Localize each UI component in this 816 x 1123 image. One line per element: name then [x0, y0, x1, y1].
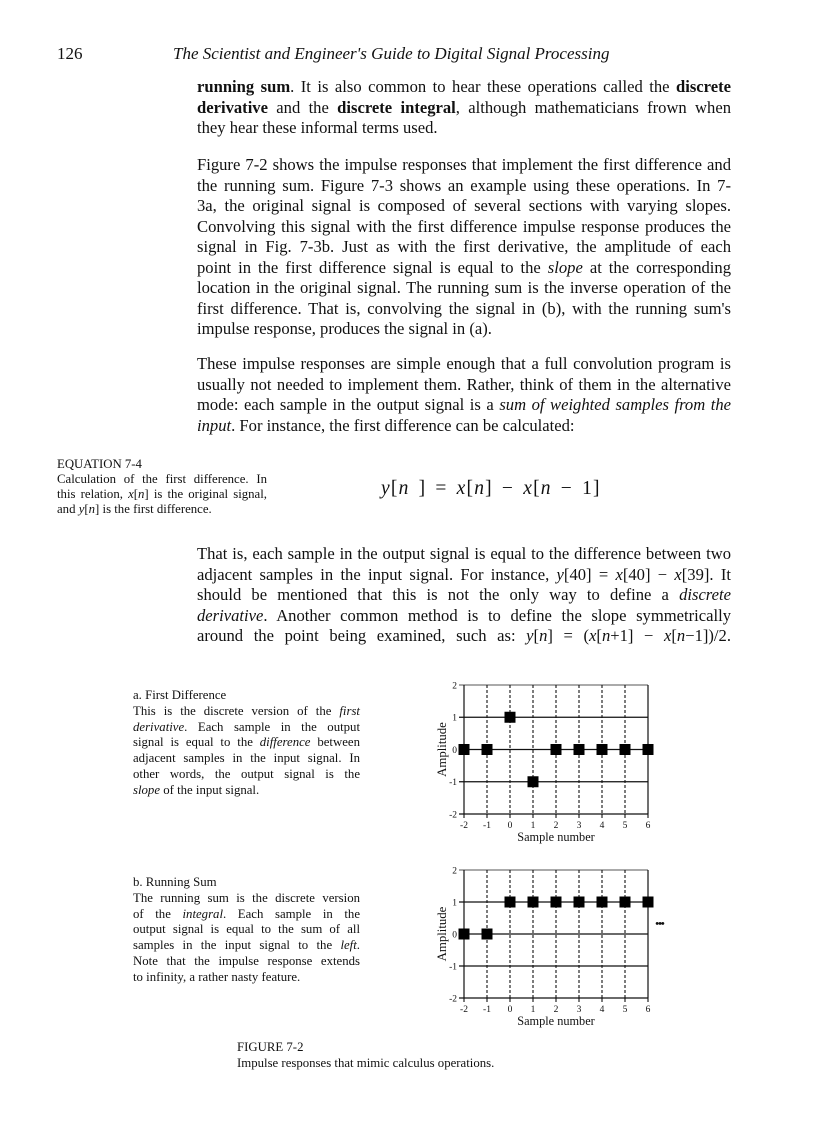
text-run: the running sum. Figure 7-3 shows an example using these operations. In 7- [197, 175, 731, 195]
italic-term: input [197, 415, 232, 435]
data-point-marker [574, 897, 585, 908]
text-line [197, 258, 731, 279]
text-line [197, 395, 731, 416]
data-point-marker [528, 897, 539, 908]
x-tick-label: 1 [530, 1005, 536, 1015]
equation-label: EQUATION 7-4 [57, 457, 142, 471]
y-tick-label: 0 [452, 930, 457, 941]
text-run: +1] − [610, 626, 665, 645]
bold-term: discrete integral [337, 97, 456, 117]
italic-term: n [676, 626, 686, 645]
text-run: [ [596, 626, 602, 645]
y-tick-label: 0 [452, 745, 457, 756]
figure-label: FIGURE 7-2 [237, 1040, 304, 1054]
text-line [197, 98, 731, 119]
text-line [133, 751, 360, 767]
x-tick-label: -2 [460, 1005, 468, 1015]
text-run: [39]. It [681, 564, 731, 584]
y-axis-label: Amplitude [435, 722, 449, 777]
x-tick-label: -1 [483, 1005, 491, 1015]
text-run: they hear these informal terms used. [197, 118, 438, 137]
continuation-ellipsis: ••• [655, 917, 664, 930]
data-point-marker [597, 897, 608, 908]
italic-term: x [589, 626, 597, 645]
text-line [197, 77, 731, 98]
text-run: . Each sample in the output [184, 719, 360, 734]
text-line [197, 118, 731, 139]
text-run: usually not needed to implement them. Rather, think of them in the alternative [197, 374, 731, 394]
bold-term: derivative [197, 97, 268, 117]
text-line [133, 783, 360, 799]
equation-formula [381, 477, 601, 501]
text-run: output signal is equal to the sum of all [133, 922, 360, 937]
text-run: These impulse responses are simple enough that a full convolution program is [197, 354, 731, 373]
data-point-marker [459, 929, 470, 940]
text-run: [ [84, 502, 89, 516]
text-run: , although mathematicians frown when [455, 97, 731, 117]
chart-first-difference [425, 672, 690, 847]
text-run: to infinity, a rather nasty feature. [133, 969, 301, 984]
bold-term: running sum [197, 77, 291, 96]
text-run: between [310, 735, 360, 750]
y-tick-label: 1 [452, 898, 457, 909]
text-line [133, 720, 360, 736]
x-tick-label: 0 [507, 1005, 513, 1015]
italic-term: integral [182, 906, 224, 921]
text-run: . Another common method is to define the slope symmetrically [263, 605, 731, 625]
text-run: location in the original signal. The running sum is the inverse operation of the [197, 278, 731, 297]
text-run: . It is also common to hear these operations called the [290, 77, 676, 96]
running-header-title: The Scientist and Engineer's Guide to Digital Signal Processing [173, 44, 610, 63]
y-axis-label: Amplitude [435, 906, 449, 962]
text-line [133, 922, 360, 938]
text-line [197, 196, 731, 217]
text-run: adjacent samples in the input signal. In [133, 751, 360, 766]
italic-term: x [674, 564, 682, 584]
paragraph-weighted-samples [197, 354, 731, 436]
text-line [133, 954, 360, 970]
text-run: − 1] [551, 478, 601, 499]
data-point-marker [551, 744, 562, 755]
y-tick-label: 1 [452, 713, 457, 724]
text-run: . Each sample in the [223, 906, 360, 921]
text-run: of the input signal. [160, 782, 260, 797]
text-run: [ [533, 478, 541, 499]
italic-term: difference [259, 735, 311, 750]
italic-term: n [138, 487, 145, 501]
panel-b-title: b. Running Sum [133, 875, 217, 889]
text-line [381, 477, 601, 501]
italic-term: x [128, 487, 134, 501]
y-tick-label: -2 [449, 810, 457, 821]
text-line [197, 299, 731, 320]
italic-term: n [539, 626, 548, 645]
text-run: mode: each sample in the output signal is a [197, 395, 500, 414]
x-tick-label: -2 [460, 821, 468, 831]
italic-term: first [339, 703, 360, 718]
text-line [197, 237, 731, 258]
data-point-marker [574, 744, 585, 755]
figure-panel-a-caption [133, 688, 360, 799]
text-run: at the corresponding [582, 257, 732, 277]
text-run: [ [390, 478, 399, 499]
x-tick-label: 4 [599, 1005, 605, 1015]
text-run: impulse response, produces the signal in (a). [197, 319, 492, 338]
data-point-marker [528, 776, 539, 787]
paragraph-difference-explanation [197, 544, 731, 647]
text-run: of the [133, 906, 183, 921]
figure-panel-b-caption [133, 875, 360, 986]
text-run: other words, the output signal is the [133, 766, 360, 781]
x-tick-label: 1 [530, 821, 536, 831]
text-run: [ [671, 626, 677, 645]
text-run: point in the first difference signal is equal to the [197, 257, 548, 277]
text-run: [ [466, 478, 475, 499]
text-run: ] = ( [547, 626, 590, 645]
italic-term: slope [547, 257, 583, 277]
text-line [197, 319, 731, 340]
x-tick-label: 6 [645, 1005, 651, 1015]
data-point-marker [505, 712, 516, 723]
x-tick-label: 5 [622, 1005, 628, 1015]
italic-term: derivative [133, 719, 185, 734]
text-line [133, 970, 360, 986]
text-line [197, 375, 731, 396]
chart-running-sum [425, 857, 690, 1032]
text-run: should be mentioned that this is not the only way to define a [197, 585, 680, 604]
text-line [197, 354, 731, 375]
text-run: [ [533, 626, 540, 645]
data-point-marker [482, 744, 493, 755]
text-run: samples in the input signal to the [133, 938, 341, 953]
text-line [57, 487, 267, 502]
y-tick-label: -1 [449, 962, 457, 973]
italic-term: n [398, 478, 410, 499]
text-line [197, 416, 731, 437]
text-run: That is, each sample in the output signal is equal to the difference between two [197, 544, 731, 563]
text-run: signal in Fig. 7-3b. Just as with the first derivative, the amplitude of each [197, 237, 731, 256]
text-run: Convolving this signal with the first difference impulse response produces the [197, 216, 731, 236]
x-tick-label: 4 [599, 821, 605, 831]
x-tick-label: 2 [553, 1005, 559, 1015]
text-run: 3a, the original signal is composed of several sections with varying slopes. [197, 196, 731, 215]
text-line [133, 704, 360, 720]
italic-term: n [540, 478, 552, 499]
data-point-marker [505, 897, 516, 908]
data-point-marker [482, 929, 493, 940]
italic-term: y [381, 478, 391, 499]
text-run: . [356, 938, 360, 953]
x-tick-label: 3 [576, 1005, 582, 1015]
data-point-marker [620, 744, 631, 755]
text-run: This is the discrete version of the [133, 703, 340, 718]
italic-term: y [78, 502, 85, 516]
data-point-marker [551, 897, 562, 908]
data-point-marker [459, 744, 470, 755]
italic-term: x [456, 478, 467, 499]
text-run: [40] = [563, 564, 616, 584]
italic-term: x [615, 564, 623, 584]
text-run: and the [267, 97, 338, 117]
text-run: −1])/2. [685, 626, 731, 645]
text-run: and [57, 502, 79, 516]
text-line [197, 155, 731, 176]
x-axis-label: Sample number [517, 830, 595, 844]
text-line [133, 767, 360, 783]
figure-caption-text: Impulse responses that mimic calculus operations. [237, 1056, 495, 1070]
text-run: [ [133, 487, 139, 501]
text-line [197, 278, 731, 299]
text-run: first difference. That is, convolving the signal in (b), with the running sum's [197, 298, 731, 318]
x-tick-label: 3 [576, 821, 582, 831]
italic-term: discrete [679, 585, 731, 604]
italic-term: sum of weighted samples from the [499, 395, 731, 414]
paragraph-discrete-terms [197, 77, 731, 139]
panel-a-description [133, 704, 360, 799]
text-line [197, 217, 731, 238]
figure-caption [237, 1039, 494, 1071]
equation-description [57, 472, 267, 517]
text-run: ] is the original signal, [144, 487, 267, 501]
text-run: ] = [409, 478, 457, 499]
italic-term: x [523, 478, 534, 499]
page-number: 126 [57, 44, 83, 63]
data-point-marker [643, 744, 654, 755]
text-run: Calculation of the first difference. In [57, 472, 267, 486]
bold-term: discrete [676, 77, 731, 96]
x-tick-label: -1 [483, 821, 491, 831]
text-line [133, 938, 360, 954]
text-line [133, 891, 360, 907]
x-axis-label: Sample number [517, 1014, 595, 1028]
y-tick-label: -1 [449, 778, 457, 789]
text-run: around the point being examined, such as: [197, 626, 527, 645]
text-line [133, 735, 360, 751]
text-run: Figure 7-2 shows the impulse responses that implement the first difference and [197, 155, 731, 174]
italic-term: n [88, 502, 96, 516]
text-run: ] is the first difference. [95, 502, 212, 516]
paragraph-figure-7-2-intro [197, 155, 731, 340]
text-run: The running sum is the discrete version [133, 890, 360, 905]
text-line [197, 565, 731, 586]
text-run: [40] − [622, 564, 675, 584]
italic-term: n [474, 478, 486, 499]
panel-b-description [133, 891, 360, 986]
data-point-marker [597, 744, 608, 755]
data-point-marker [643, 897, 654, 908]
italic-term: y [556, 564, 564, 584]
x-tick-label: 5 [622, 821, 628, 831]
italic-term: left [340, 938, 357, 953]
text-line [197, 176, 731, 197]
italic-term: y [526, 626, 534, 645]
data-point-marker [620, 897, 631, 908]
x-tick-label: 0 [507, 821, 513, 831]
y-tick-label: 2 [452, 681, 457, 692]
italic-term: derivative [197, 605, 264, 625]
y-tick-label: -2 [449, 994, 457, 1005]
italic-term: x [664, 626, 672, 645]
text-run: adjacent samples in the input signal. For instance, [197, 564, 557, 584]
text-run: . For instance, the first difference can be calculated: [231, 415, 575, 435]
text-line [197, 626, 731, 647]
text-line [197, 544, 731, 565]
panel-a-title: a. First Difference [133, 688, 227, 702]
text-line [133, 907, 360, 923]
text-run: signal is equal to the [133, 735, 260, 750]
text-run: Note that the impulse response extends [133, 953, 360, 968]
y-tick-label: 2 [452, 866, 457, 877]
text-run: this relation, [57, 487, 129, 501]
x-tick-label: 2 [553, 821, 559, 831]
text-line [197, 606, 731, 627]
x-tick-label: 6 [645, 821, 651, 831]
text-line [57, 502, 267, 517]
text-line [57, 472, 267, 487]
italic-term: slope [133, 782, 161, 797]
text-line [197, 585, 731, 606]
italic-term: n [601, 626, 611, 645]
text-run: ] − [485, 478, 524, 499]
